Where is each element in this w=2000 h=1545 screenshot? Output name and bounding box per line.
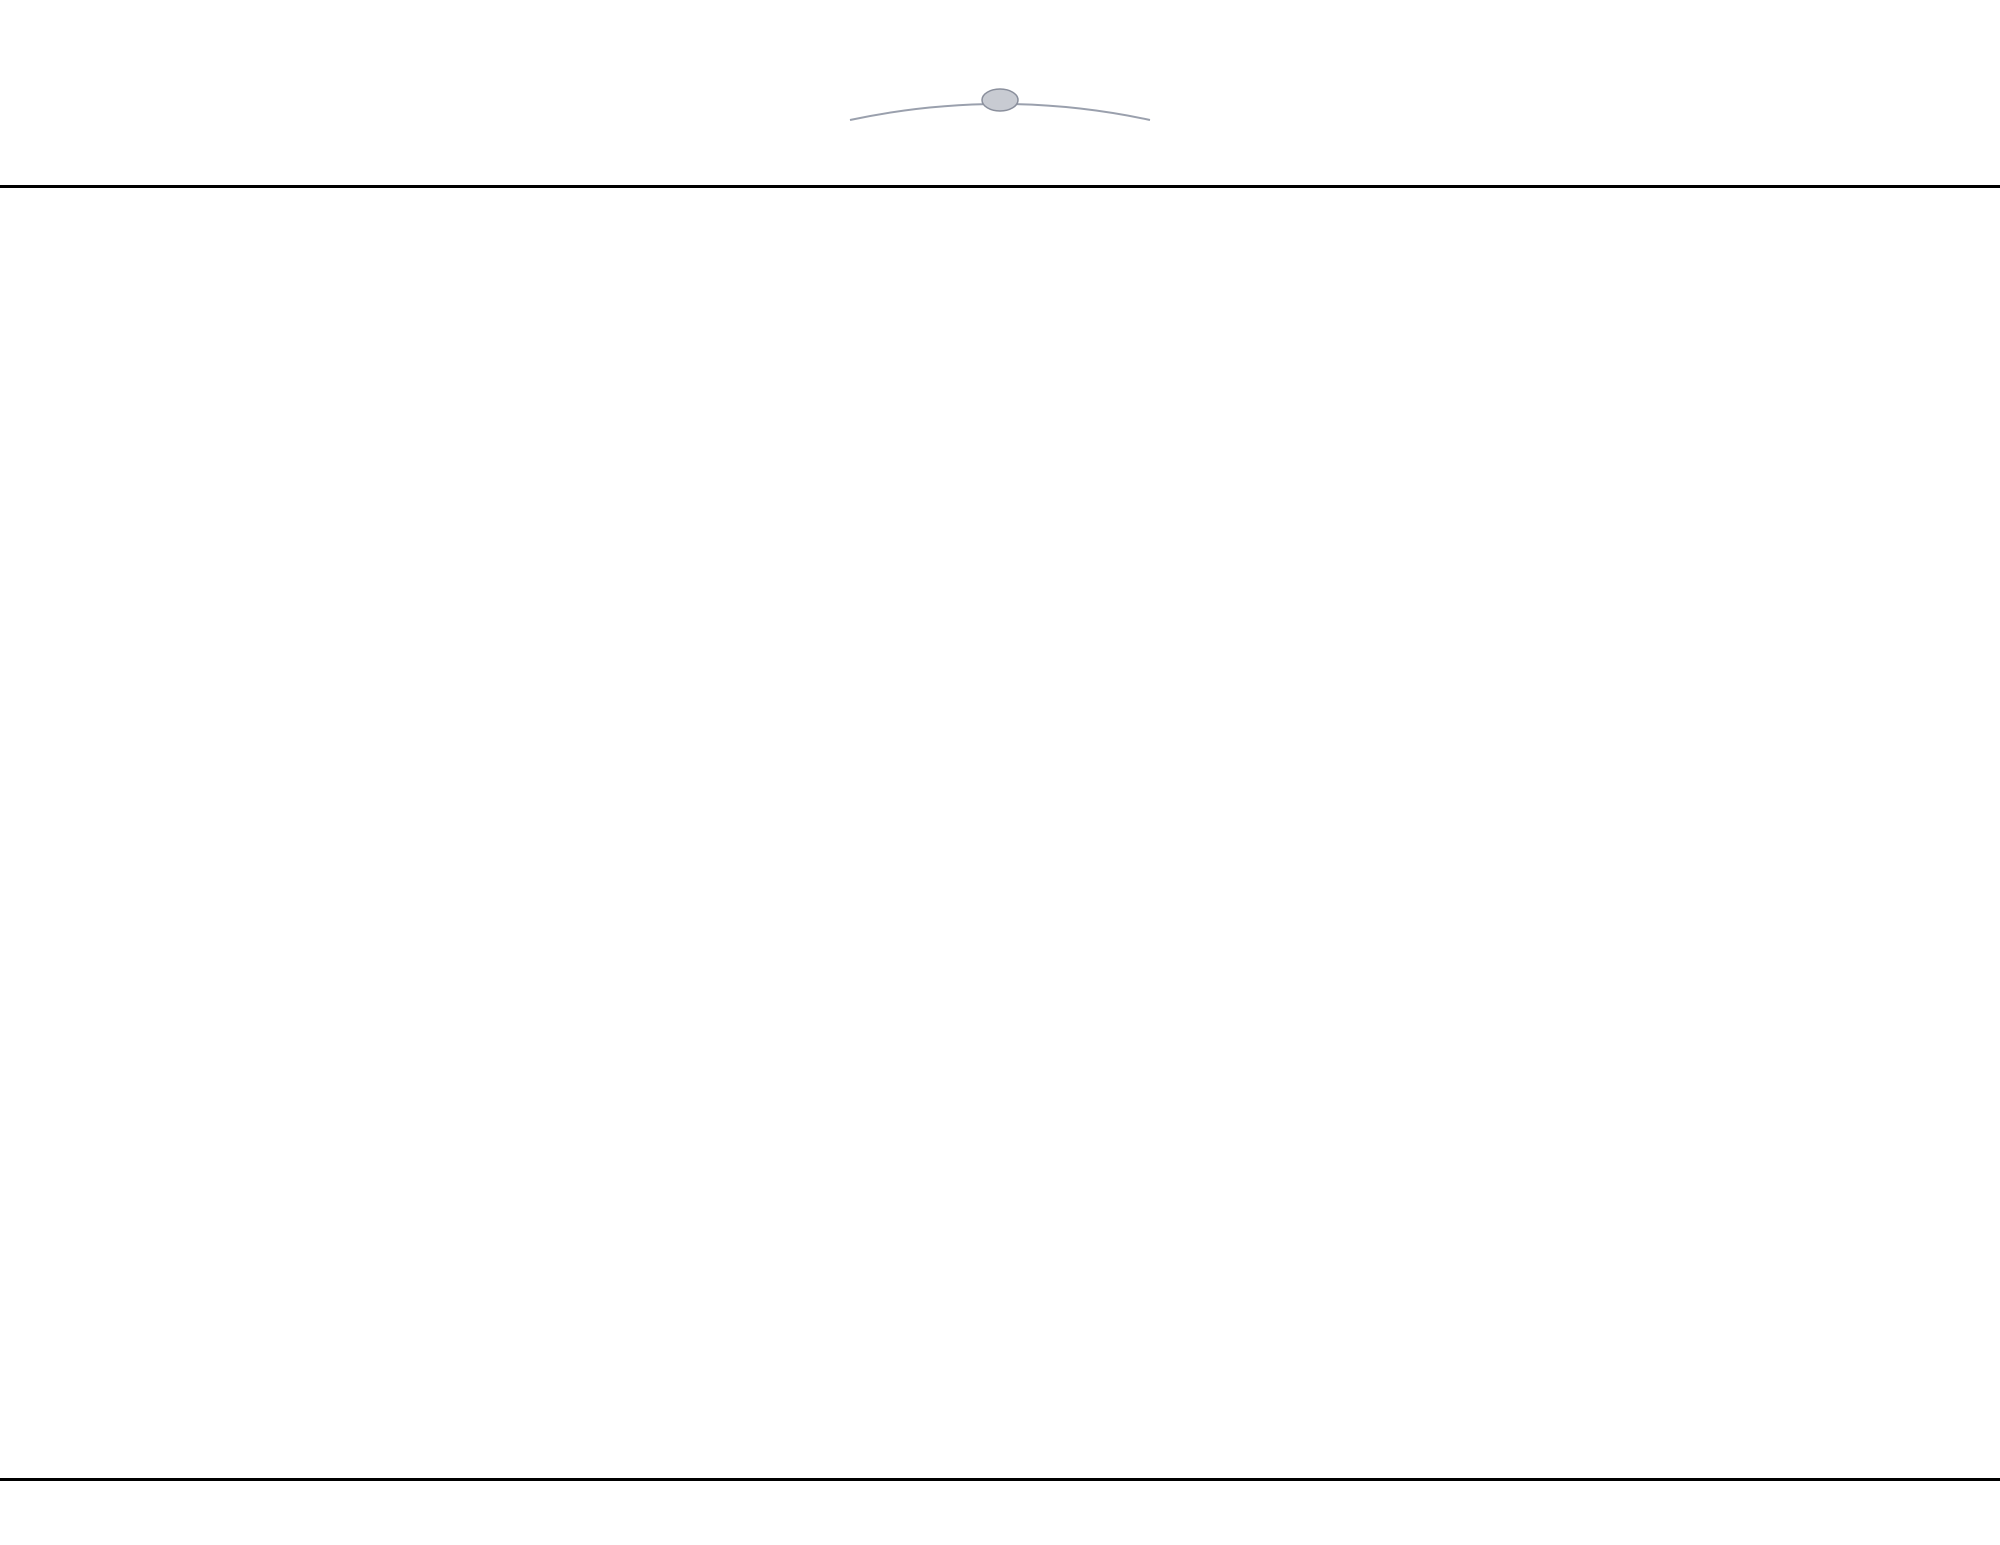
menu-calendar — [0, 185, 2000, 1481]
leaf-icon — [982, 89, 1018, 111]
manor-logo — [815, 28, 1185, 168]
